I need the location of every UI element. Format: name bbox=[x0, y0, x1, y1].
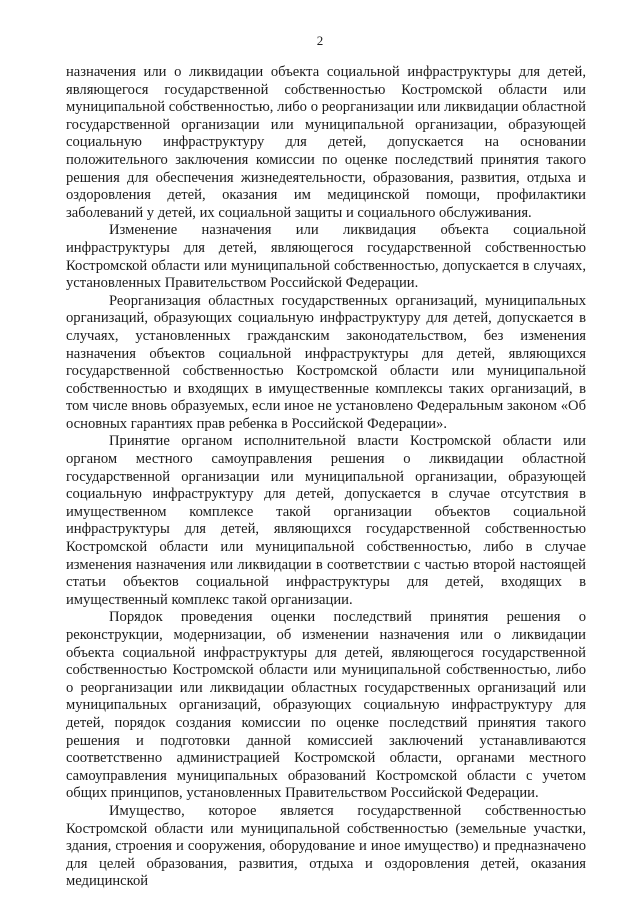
paragraph: Реорганизация областных государственных организаций, муниципальных организаций, образующих социальную инфраструктуру для детей, допускается в случаях, установленных гражданским законодательством, без изменения назначения объектов социальной инфраструктуры для детей, являющихся государственной собственностью Костромской области или муниципальной собственностью и входящих в имущественные комплексы таких организаций, в том числе вновь образуемых, если иное не установлено Федеральным законом «Об основных гарантиях прав ребенка в Российской Федерации». bbox=[66, 292, 586, 432]
paragraph: Имущество, которое является государственной собственностью Костромской области или муниципальной собственностью (земельные участки, здания, строения и сооружения, оборудование и иное имущество) и предназначено для целей образования, развития, отдыха и оздоровления детей, оказания медицинской bbox=[66, 802, 586, 890]
paragraph: Порядок проведения оценки последствий принятия решения о реконструкции, модернизации, об изменении назначения или о ликвидации объекта социальной инфраструктуры для детей, являющегося государственной собственностью Костромской области или муниципальной собственностью, либо о реорганизации или ликвидации областных государственных организаций или муниципальных организаций, образующих социальную инфраструктуру для детей, порядок создания комиссии по оценке последствий принятия такого решения и подготовки данной комиссией заключений устанавливаются соответственно администрацией Костромской области, органами местного самоуправления муниципальных образований Костромской области с учетом общих принципов, установленных Правительством Российской Федерации. bbox=[66, 609, 586, 802]
paragraph: Принятие органом исполнительной власти Костромской области или органом местного самоуправления решения о ликвидации областной государственной организации или муниципальной организации, образующей социальную инфраструктуру для детей, допускается в случае отсутствия в имущественном комплексе такой организации объектов социальной инфраструктуры для детей, являющихся государственной собственностью Костромской области или муниципальной собственностью, либо в случае изменения назначения или ликвидации в соответствии с частью второй настоящей статьи объектов социальной инфраструктуры для детей, входящих в имущественный комплекс такой организации. bbox=[66, 433, 586, 608]
paragraph: Изменение назначения или ликвидация объекта социальной инфраструктуры для детей, являющегося государственной собственностью Костромской области или муниципальной собственностью, допускается в случаях, установленных Правительством Российской Федерации. bbox=[66, 222, 586, 292]
document-body bbox=[66, 64, 586, 891]
paragraph-continuation: назначения или о ликвидации объекта социальной инфраструктуры для детей, являющегося государственной собственностью Костромской области или муниципальной собственностью, либо о реорганизации или ликвидации областной государственной организации или муниципальной организации, образующей социальную инфраструктуру для детей, допускается на основании положительного заключения комиссии по оценке последствий принятия такого решения для обеспечения жизнедеятельности, образования, развития, отдыха и оздоровления детей, оказания им медицинской помощи, профилактики заболеваний у детей, их социальной защиты и социального обслуживания. bbox=[66, 64, 586, 221]
page-number: 2 bbox=[316, 33, 324, 48]
